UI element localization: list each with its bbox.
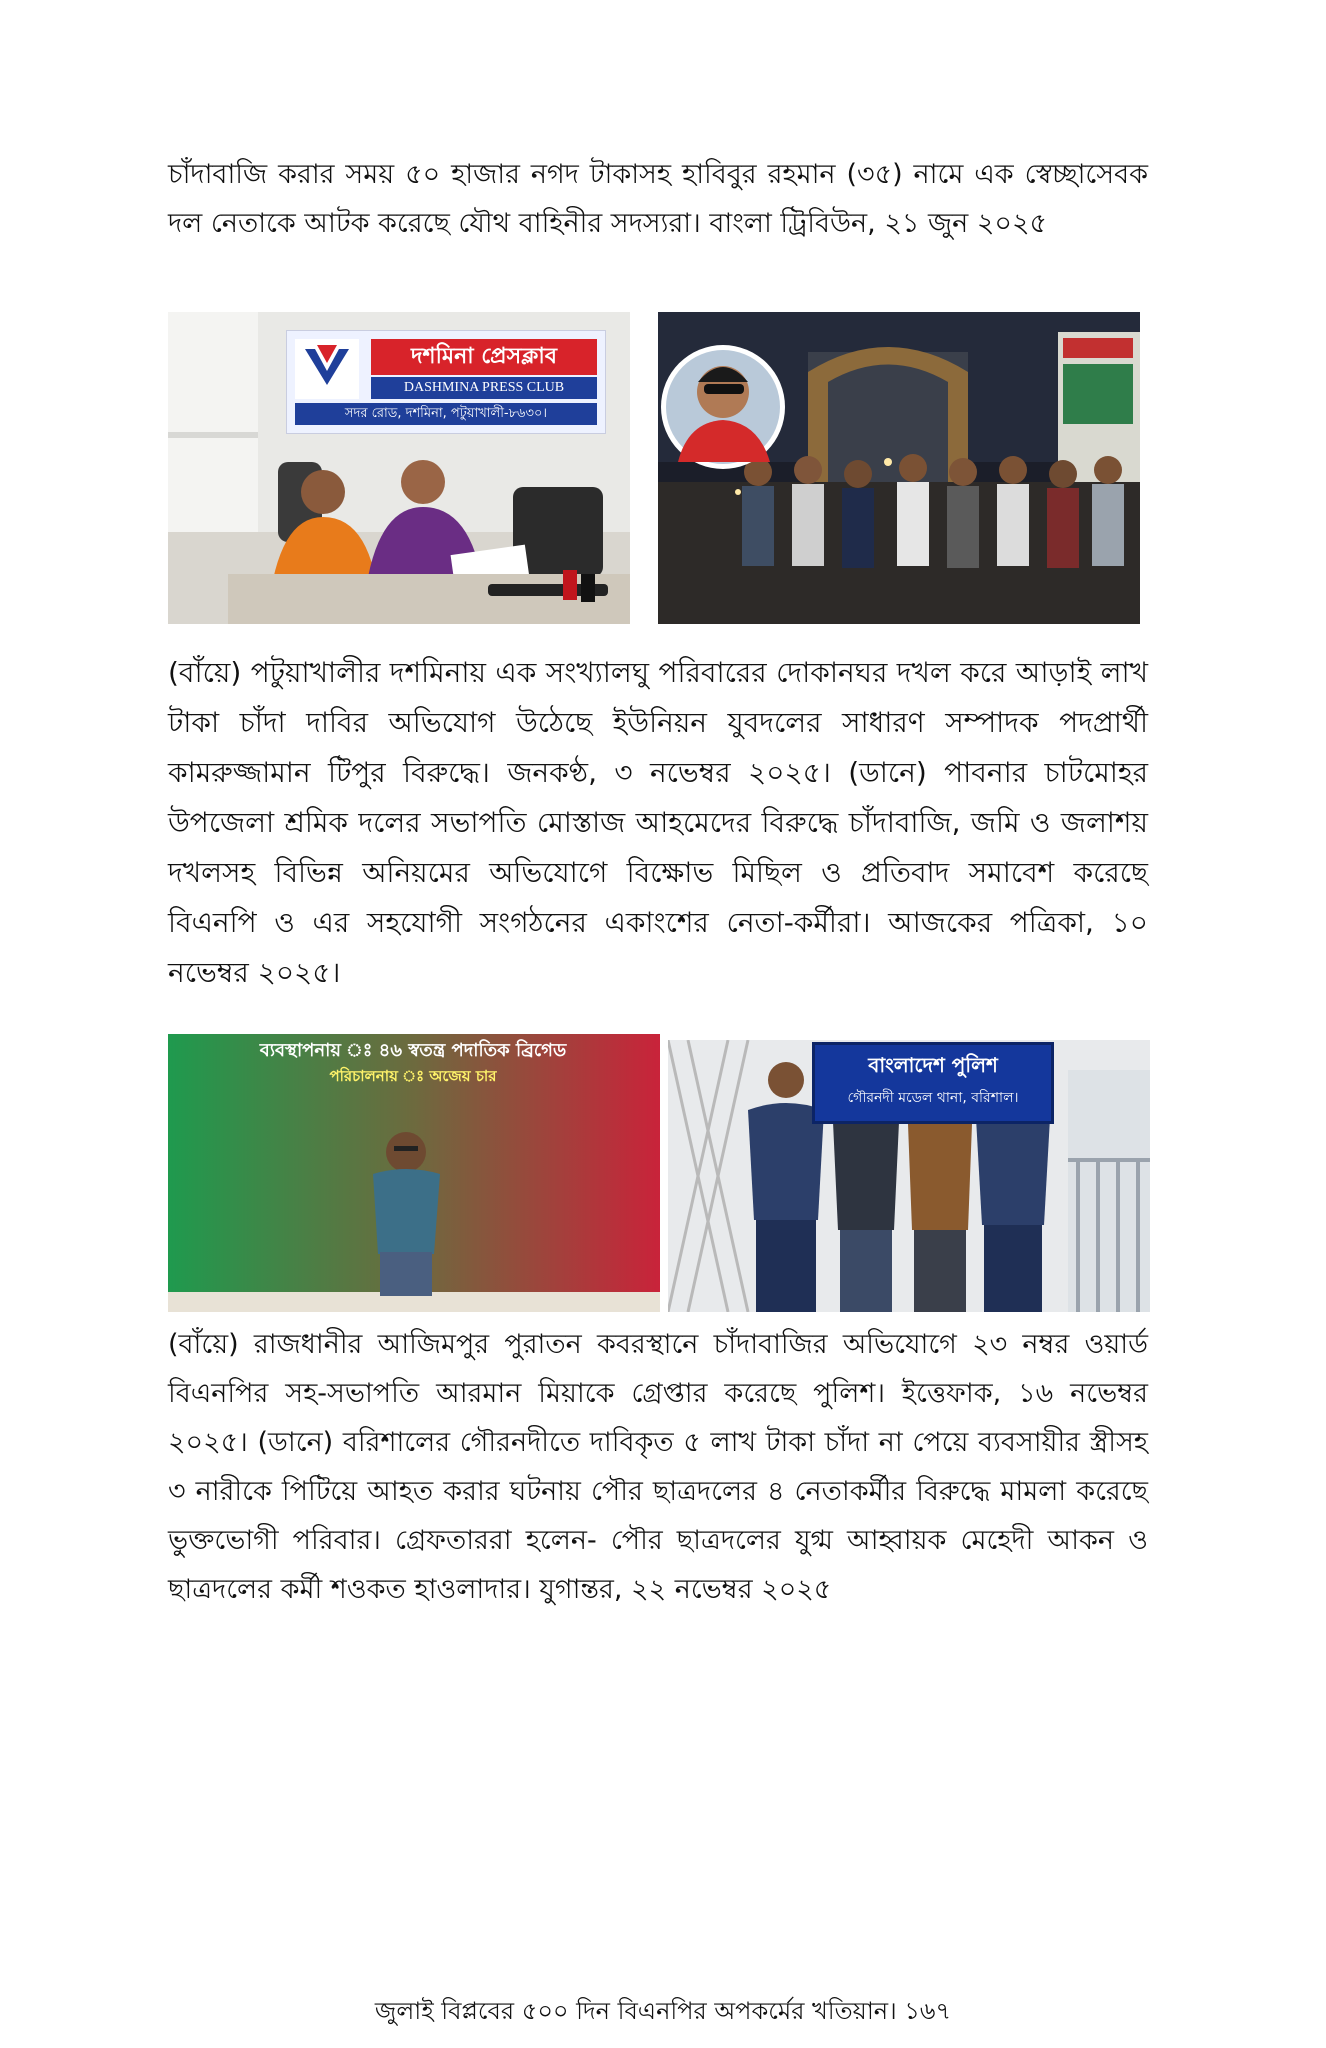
police-sign-line-1: বাংলাদেশ পুলিশ [868, 1053, 998, 1077]
police-station-sign [812, 1042, 1054, 1124]
photo-press-conference [168, 312, 630, 624]
page-footer: জুলাই বিপ্লবের ৫০০ দিন বিএনপির অপকর্মের খতিয়ান। ১৬৭ [374, 1997, 952, 2025]
press-club-sign-address: সদর রোড, দশমিনা, পটুয়াখালী-৮৬৩০। [295, 403, 597, 425]
paragraph-caption-2: (বাঁয়ে) পটুয়াখালীর দশমিনায় এক সংখ্যালঘু পরিবারের দোকানঘর দখল করে আড়াই লাখ টাকা চাঁদা দাবির অভিযোগ উঠেছে ইউনিয়ন যুবদলের সাধারণ সম্পাদক পদপ্রার্থী কামরুজ্জামান টিপুর বিরুদ্ধে। জনকণ্ঠ, ৩ নভেম্বর ২০২৫। (ডানে) পাবনার চাটমোহর উপজেলা শ্রমিক দলের সভাপতি মোস্তাজ আহমেদের বিরুদ্ধে চাঁদাবাজি, জমি ও জলাশয় দখলসহ বিভিন্ন অনিয়মের অভিযোগে বিক্ষোভ মিছিল ও প্রতিবাদ সমাবেশ করেছে বিএনপি ও এর সহযোগী সংগঠনের একাংশের নেতা-কর্মীরা। আজকের পত্রিকা, ১০ নভেম্বর ২০২৫। [168, 656, 1148, 989]
paragraph-caption-3: (বাঁয়ে) রাজধানীর আজিমপুর পুরাতন কবরস্থানে চাঁদাবাজির অভিযোগে ২৩ নম্বর ওয়ার্ড বিএনপির সহ-সভাপতি আরমান মিয়াকে গ্রেপ্তার করেছে পুলিশ। ইত্তেফাক, ১৬ নভেম্বর ২০২৫। (ডানে) বরিশালের গৌরনদীতে দাবিকৃত ৫ লাখ টাকা চাঁদা না পেয়ে ব্যবসায়ীর স্ত্রীসহ ৩ নারীকে পিটিয়ে আহত করার ঘটনায় পৌর ছাত্রদলের ৪ নেতাকর্মীর বিরুদ্ধে মামলা করেছে ভুক্তভোগী পরিবার। গ্রেফতাররা হলেন- পৌর ছাত্রদলের যুগ্ম আহ্বায়ক মেহেদী আকন ও ছাত্রদলের কর্মী শওকত হাওলাদার। যুগান্তর, ২২ নভেম্বর ২০২৫ [168, 1329, 1148, 1605]
photo-arrest-army-banner [168, 1034, 660, 1312]
press-club-sign [286, 330, 606, 434]
photo-police-arrest [668, 1040, 1150, 1312]
press-club-logo [295, 339, 359, 399]
press-club-sign-bangla: দশমিনা প্রেসক্লাব [371, 339, 597, 375]
police-sign-line-2: গৌরনদী মডেল থানা, বরিশাল। [847, 1090, 1019, 1106]
army-banner-line-2: পরিচালনায় ঃ অজেয় চার [329, 1067, 497, 1085]
photo-protest-procession [658, 312, 1140, 624]
press-club-sign-english: DASHMINA PRESS CLUB [371, 377, 597, 399]
army-banner-line-1: ব্যবস্থাপনায় ঃ ৪৬ স্বতন্ত্র পদাতিক ব্রিগেড [259, 1040, 567, 1061]
paragraph-caption-1: চাঁদাবাজি করার সময় ৫০ হাজার নগদ টাকাসহ হাবিবুর রহমান (৩৫) নামে এক স্বেচ্ছাসেবক দল নেতাকে আটক করেছে যৌথ বাহিনীর সদস্যরা। বাংলা ট্রিবিউন, ২১ জুন ২০২৫ [168, 159, 1148, 239]
